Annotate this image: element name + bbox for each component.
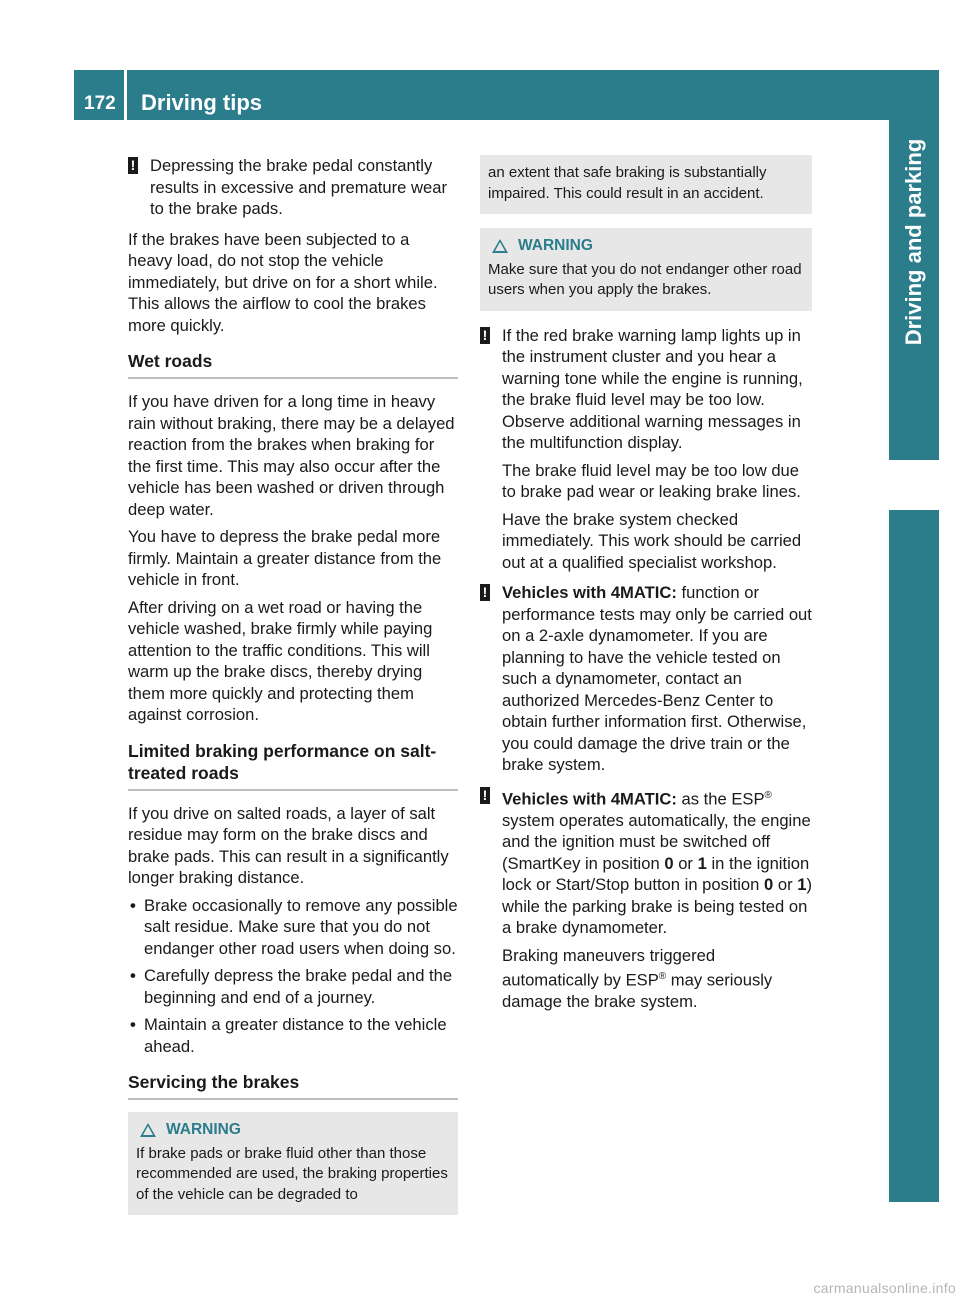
list-item: • Maintain a greater distance to the vehicle ahead. — [128, 1014, 458, 1057]
heading-servicing: Servicing the brakes — [128, 1071, 458, 1100]
paragraph-heavy-load: If the brakes have been subjected to a heavy load, do not stop the vehicle immediately, but drive on for a short while. This allows the airflow to cool the brakes more quickly. — [128, 229, 438, 335]
note-brake-pads: ! Depressing the brake pedal constantly results in excessive and premature wear to the brake pads. — [128, 155, 458, 220]
side-tab-label: Driving and parking — [901, 138, 926, 346]
warning-box-continued — [480, 155, 812, 214]
exclamation-icon: ! — [480, 327, 490, 344]
exclamation-icon: ! — [480, 787, 490, 804]
paragraph-wet-2: You have to depress the brake pedal more firmly. Maintain a greater distance from the vehicle in front. — [128, 527, 442, 589]
warning-text: If brake pads or brake fluid other than those recommended are used, the braking properties of the vehicle can be degraded to — [136, 1144, 448, 1203]
note-4matic-esp: ! Vehicles with 4MATIC: as the ESP® system operates automatically, the engine and the ignition must be switched off (SmartKey in position 0 or 1 in the ignition lock or Start/Stop button in position 0 or 1) while the parking brake is being tested on a brake dynamometer. Braking maneuvers triggered automatically by ESP® may seriously damage the brake system. — [480, 785, 812, 1013]
heading-wet-roads: Wet roads — [128, 350, 458, 379]
warning-box-other-users — [480, 228, 812, 311]
page-number: 172 — [84, 93, 116, 114]
paragraph-wet-3: After driving on a wet road or having the vehicle washed, brake firmly while paying attention to the traffic conditions. This will warm up the brake discs, thereby drying them more quickly and protecting them against corrosion. — [128, 597, 433, 724]
warning-triangle-icon — [492, 239, 508, 253]
warning-triangle-icon — [140, 1123, 156, 1137]
paragraph-salt-1: If you drive on salted roads, a layer of salt residue may form on the brake discs and brake pads. This can result in a significantly longer braking distance. — [128, 803, 449, 887]
note-4matic-dynamometer: ! Vehicles with 4MATIC: function or performance tests may only be carried out on a 2-axle dynamometer. If you are planning to have the vehicle tested on such a dynamometer, contact an authorized Mercedes-Benz Center to obtain further information first. Otherwise, you could damage the drive train or the brake system. — [480, 582, 812, 776]
footer-watermark: carmanualsonline.info — [813, 1280, 956, 1296]
warning-box-servicing — [128, 1112, 458, 1215]
warning-header: WARNING — [488, 236, 802, 257]
right-column — [480, 155, 812, 1022]
side-tab-marker — [889, 460, 939, 510]
warning-header: WARNING — [136, 1120, 448, 1141]
list-item: • Brake occasionally to remove any possible salt residue. Make sure that you do not endanger other road users when doing so. — [128, 895, 458, 960]
heading-salt-roads: Limited braking performance on salt-treated roads — [128, 740, 458, 791]
exclamation-icon: ! — [480, 584, 490, 601]
note-brake-fluid: ! If the red brake warning lamp lights up in the instrument cluster and you hear a warning tone while the engine is running, the brake fluid level may be too low. Observe additional warning messages in the multifunction display. The brake fluid level may be too low due to brake pad wear or leaking brake lines. Have the brake system checked immediately. This work should be carried out at a qualified specialist workshop. — [480, 325, 812, 574]
page-title: Driving tips — [141, 90, 263, 115]
warning-text: Make sure that you do not endanger other road users when you apply the brakes. — [488, 260, 802, 298]
list-item: • Carefully depress the brake pedal and the beginning and end of a journey. — [128, 965, 458, 1008]
warning-text-continued: an extent that safe braking is substantially impaired. This could result in an accident. — [488, 164, 767, 202]
left-column — [128, 155, 458, 1229]
paragraph-wet-1: If you have driven for a long time in heavy rain without braking, there may be a delayed reaction from the brakes when braking for the first time. This may also occur after the vehicle has been washed or driven through deep water. — [128, 392, 455, 519]
header-separator — [124, 70, 127, 120]
exclamation-icon: ! — [128, 157, 138, 174]
